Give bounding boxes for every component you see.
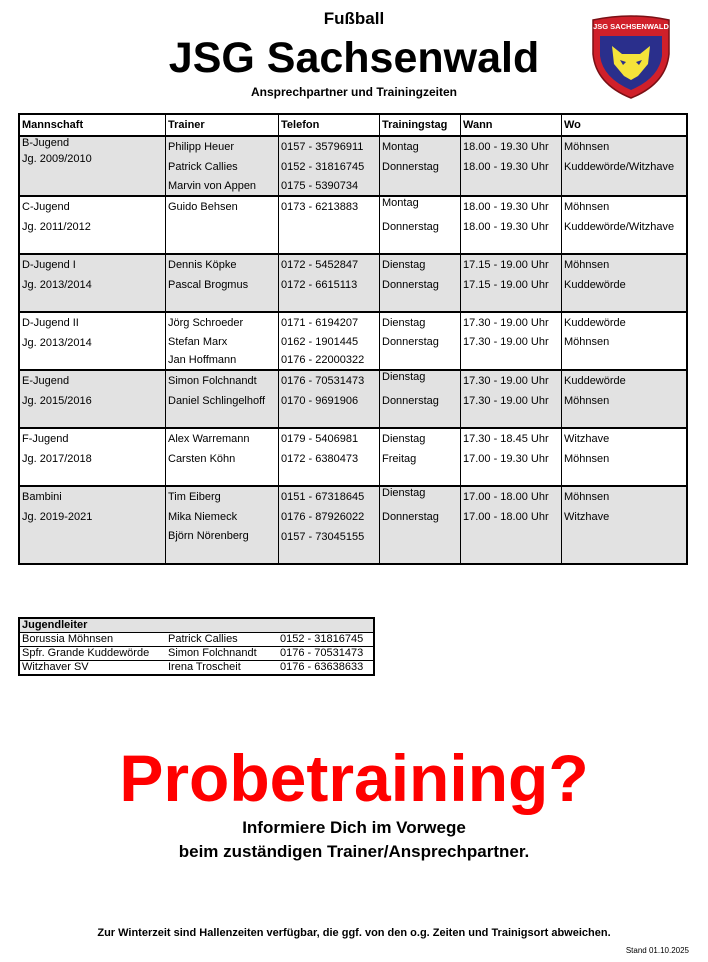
team-year: Jg. 2019-2021 <box>22 511 93 523</box>
trainer-name: Patrick Callies <box>168 161 238 173</box>
table-row <box>19 196 687 254</box>
crest-text: JSG SACHSENWALD <box>593 22 669 31</box>
trainer-name: Stefan Marx <box>168 336 228 348</box>
youth-leaders-table <box>18 617 375 676</box>
trainer-name: Carsten Köhn <box>168 453 236 465</box>
team-name: D-Jugend I <box>22 259 76 271</box>
trainer-name: Pascal Brogmus <box>168 279 249 291</box>
team-name: B-Jugend <box>22 137 70 149</box>
table-row <box>19 647 374 661</box>
phone-number: 0176 - 70531473 <box>281 375 365 387</box>
phone-number: 0170 - 9691906 <box>281 395 359 407</box>
training-day: Donnerstag <box>382 395 439 407</box>
club-name: Spfr. Grande Kuddewörde <box>19 647 166 661</box>
training-place: Möhnsen <box>564 491 610 503</box>
team-year: Jg. 2015/2016 <box>22 395 92 407</box>
phone-number: 0172 - 5452847 <box>281 259 359 271</box>
trainer-name: Tim Eiberg <box>168 491 221 503</box>
training-day: Donnerstag <box>382 511 439 523</box>
table-row <box>19 370 687 428</box>
training-place: Witzhave <box>564 433 610 445</box>
training-day: Dienstag <box>382 371 426 383</box>
table-row <box>19 486 687 564</box>
training-place: Möhnsen <box>564 259 610 271</box>
training-time: 17.30 - 19.00 Uhr <box>463 395 549 407</box>
team-name: Bambini <box>22 491 62 503</box>
col-header-day: Trainingstag <box>380 114 461 136</box>
phone-number: 0151 - 67318645 <box>281 491 365 503</box>
phone-number: 0157 - 73045155 <box>281 531 365 543</box>
table-row <box>19 633 374 647</box>
training-day: Dienstag <box>382 433 426 445</box>
training-place: Möhnsen <box>564 395 610 407</box>
trainer-name: Björn Nörenberg <box>168 530 249 542</box>
trainer-name: Mika Niemeck <box>168 511 238 523</box>
phone-number: 0171 - 6194207 <box>281 317 359 329</box>
training-time: 18.00 - 19.30 Uhr <box>463 201 549 213</box>
table-row <box>19 254 687 312</box>
trainer-name: Philipp Heuer <box>168 141 235 153</box>
training-place: Möhnsen <box>564 141 610 153</box>
team-year: Jg. 2009/2010 <box>22 153 92 165</box>
table-row <box>19 428 687 486</box>
training-day: Dienstag <box>382 259 426 271</box>
training-day: Donnerstag <box>382 279 439 291</box>
training-place: Möhnsen <box>564 336 610 348</box>
leader-phone: 0176 - 63638633 <box>280 661 364 673</box>
phone-number: 0162 - 1901445 <box>281 336 359 348</box>
leader-name: Irena Troscheit <box>168 661 241 673</box>
phone-number: 0179 - 5406981 <box>281 433 359 445</box>
phone-number: 0157 - 35796911 <box>281 141 364 153</box>
phone-number: 0175 - 5390734 <box>281 180 359 192</box>
training-time: 17.30 - 19.00 Uhr <box>463 336 549 348</box>
stand-date: Stand 01.10.2025 <box>625 946 689 955</box>
training-place: Kuddewörde/Witzhave <box>564 221 675 233</box>
training-place: Kuddewörde <box>564 375 626 387</box>
team-year: Jg. 2017/2018 <box>22 453 92 465</box>
phone-number: 0176 - 22000322 <box>281 354 365 366</box>
youth-leaders-header <box>19 618 374 633</box>
training-day: Donnerstag <box>382 221 439 233</box>
team-year: Jg. 2011/2012 <box>22 221 91 233</box>
sport-label: Fußball <box>323 9 385 28</box>
phone-number: 0173 - 6213883 <box>281 201 359 213</box>
training-time: 18.00 - 19.30 Uhr <box>463 141 549 153</box>
team-name: F-Jugend <box>22 433 69 445</box>
info-line-1: Informiere Dich im Vorwege <box>242 818 466 837</box>
trainer-name: Simon Folchnandt <box>168 375 257 387</box>
table-row <box>19 312 687 370</box>
leader-name: Simon Folchnandt <box>166 647 278 661</box>
phone-number: 0176 - 87926022 <box>281 511 365 523</box>
col-header-place: Wo <box>562 114 688 136</box>
training-time: 17.30 - 18.45 Uhr <box>463 433 549 445</box>
leader-phone: 0152 - 31816745 <box>278 633 374 647</box>
col-header-time: Wann <box>461 114 562 136</box>
training-day: Freitag <box>382 453 417 465</box>
probetraining-headline: Probetraining? <box>119 741 589 815</box>
winter-note: Zur Winterzeit sind Hallenzeiten verfügbar, die ggf. von den o.g. Zeiten und Trainigsort abweichen. <box>97 927 611 939</box>
col-header-team: Mannschaft <box>19 114 166 136</box>
trainer-name: Marvin von Appen <box>168 180 257 192</box>
youth-leaders-title: Jugendleiter <box>19 618 374 633</box>
training-time: 17.15 - 19.00 Uhr <box>463 259 549 271</box>
team-year: Jg. 2013/2014 <box>22 337 92 349</box>
training-place: Witzhave <box>564 511 610 523</box>
team-year: Jg. 2013/2014 <box>22 279 92 291</box>
page-subtitle: Ansprechpartner und Trainingzeiten <box>250 85 458 99</box>
training-time: 18.00 - 19.30 Uhr <box>463 161 549 173</box>
trainer-name: Guido Behsen <box>168 201 238 213</box>
training-time: 18.00 - 19.30 Uhr <box>463 221 549 233</box>
team-schedule-table <box>18 113 688 565</box>
leader-name: Patrick Callies <box>166 633 278 647</box>
trainer-name: Daniel Schlingelhoff <box>168 395 266 407</box>
info-line-2: beim zuständigen Trainer/Ansprechpartner. <box>178 842 530 861</box>
training-place: Kuddewörde <box>564 279 626 291</box>
col-header-phone: Telefon <box>279 114 380 136</box>
training-place: Möhnsen <box>564 453 610 465</box>
training-time: 17.00 - 18.00 Uhr <box>463 511 549 523</box>
training-time: 17.15 - 19.00 Uhr <box>463 279 549 291</box>
training-place: Kuddewörde/Witzhave <box>564 161 675 173</box>
club-name: Borussia Möhnsen <box>19 633 166 647</box>
team-name: C-Jugend <box>22 201 70 213</box>
training-time: 17.30 - 19.00 Uhr <box>463 375 549 387</box>
phone-number: 0172 - 6615113 <box>281 279 358 291</box>
page-title: JSG Sachsenwald <box>168 34 540 82</box>
trainer-name: Dennis Köpke <box>168 259 237 271</box>
team-name: E-Jugend <box>22 375 70 387</box>
club-crest-logo <box>590 14 672 100</box>
trainer-name: Jan Hoffmann <box>168 354 237 366</box>
training-place: Kuddewörde <box>564 317 626 329</box>
col-header-trainer: Trainer <box>166 114 279 136</box>
training-place: Möhnsen <box>564 201 610 213</box>
training-time: 17.00 - 18.00 Uhr <box>463 491 549 503</box>
table-row <box>19 136 687 196</box>
team-name: D-Jugend II <box>22 317 79 329</box>
leader-phone: 0176 - 70531473 <box>278 647 374 661</box>
training-day: Montag <box>382 141 419 153</box>
training-day: Donnerstag <box>382 336 439 348</box>
table-row <box>19 661 374 676</box>
training-time: 17.30 - 19.00 Uhr <box>463 317 549 329</box>
training-time: 17.00 - 19.30 Uhr <box>463 453 549 465</box>
club-name: Witzhaver SV <box>22 661 89 673</box>
phone-number: 0152 - 31816745 <box>281 161 365 173</box>
training-day: Montag <box>382 197 419 209</box>
trainer-name: Jörg Schroeder <box>168 317 244 329</box>
training-day: Dienstag <box>382 317 426 329</box>
phone-number: 0172 - 6380473 <box>281 453 359 465</box>
training-day: Dienstag <box>382 487 426 499</box>
trainer-name: Alex Warremann <box>168 433 250 445</box>
training-day: Donnerstag <box>382 161 439 173</box>
